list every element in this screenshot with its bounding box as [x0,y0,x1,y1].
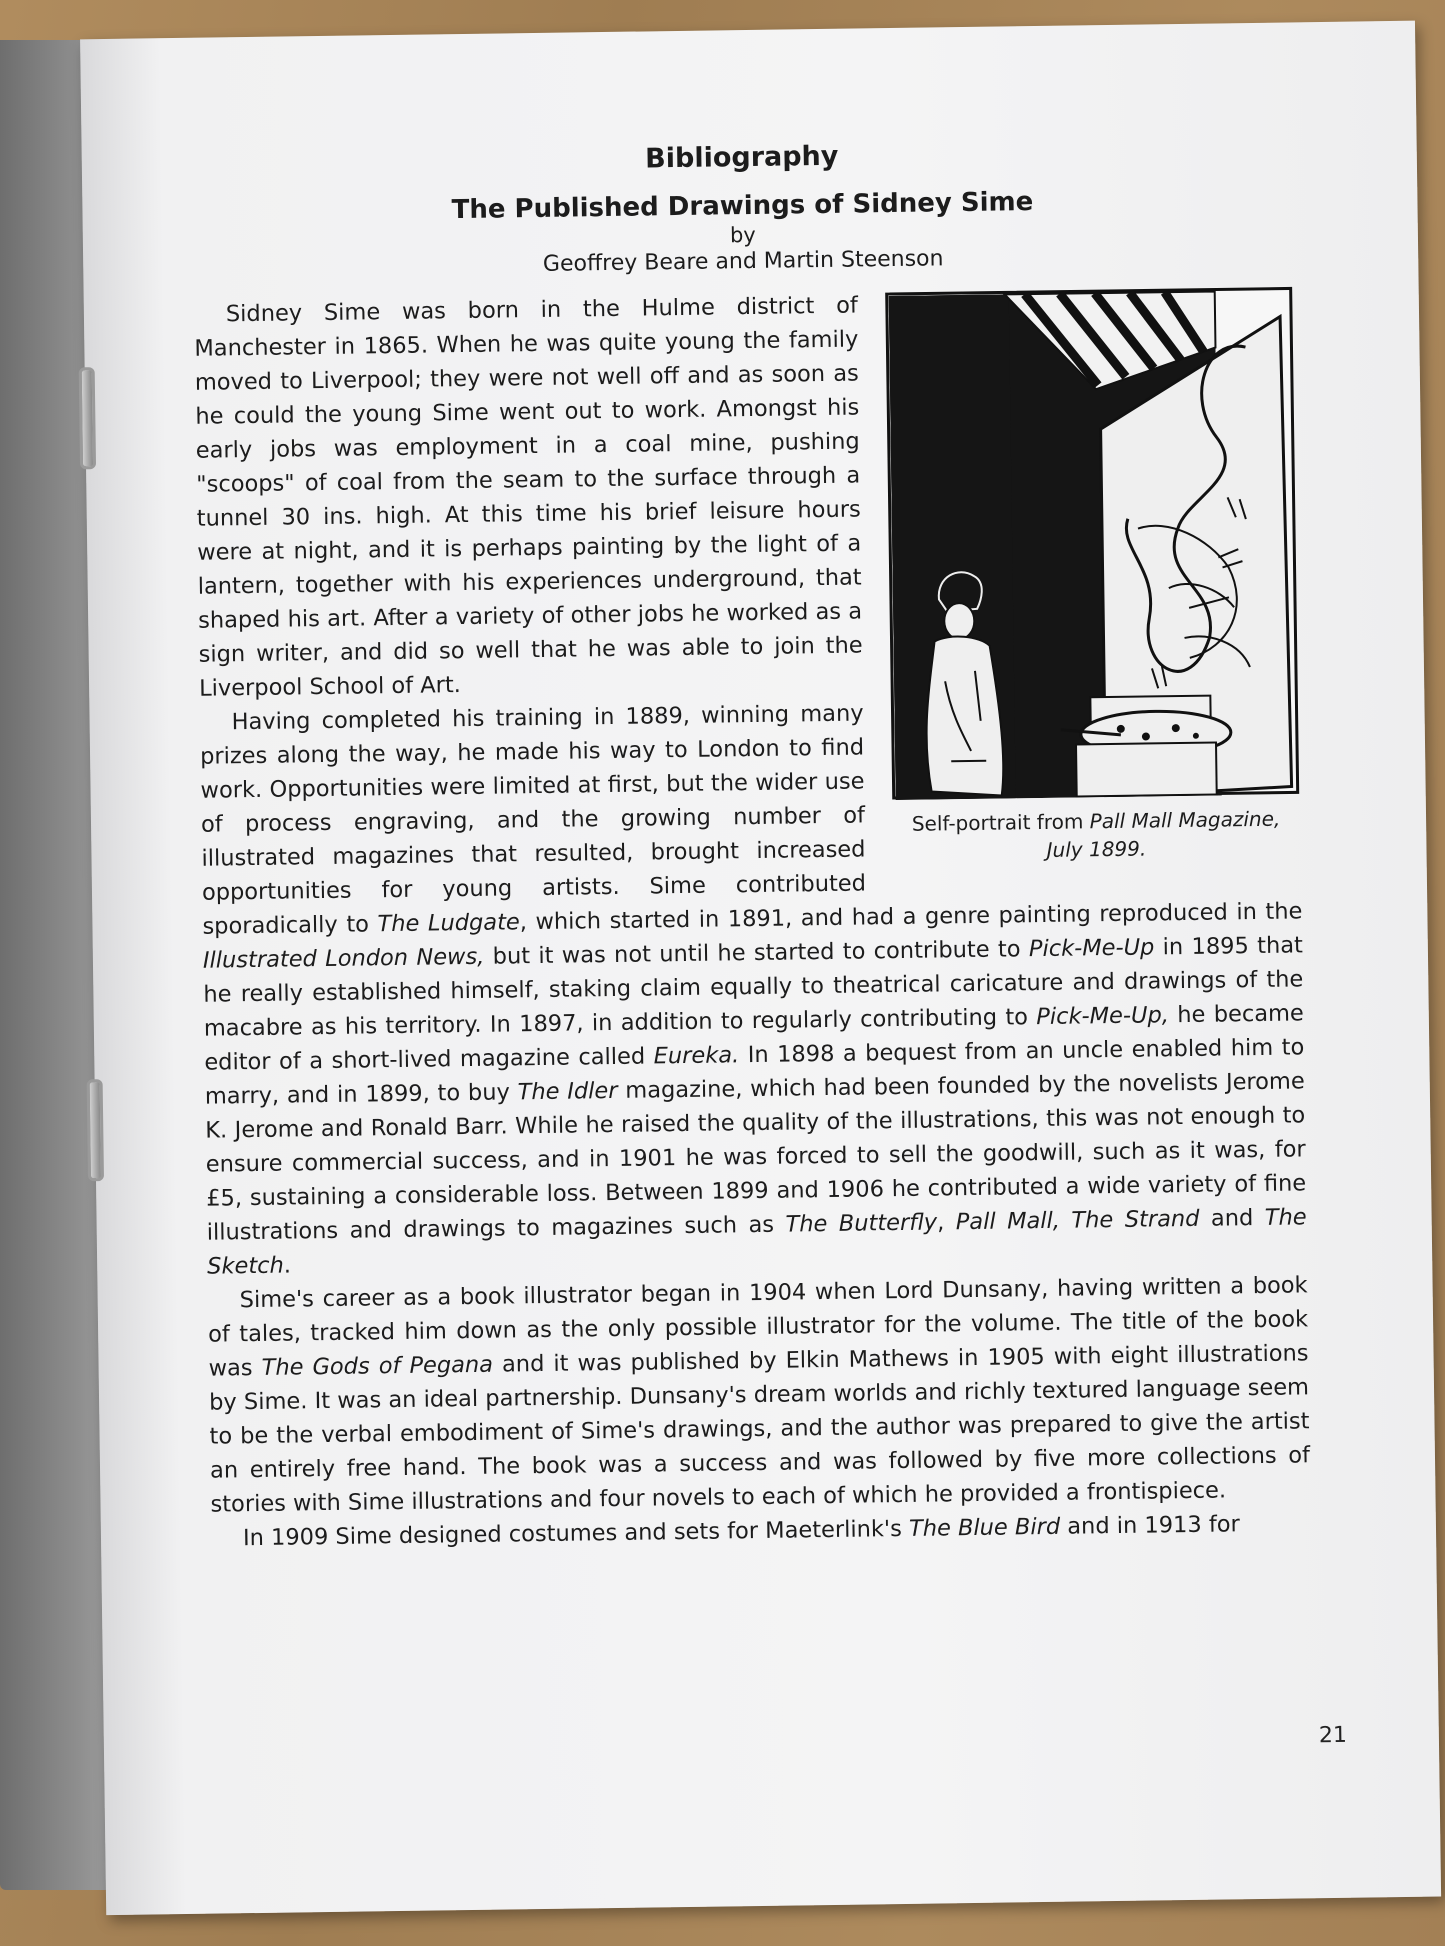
text-run: . [283,1252,292,1279]
article-body [194,282,1311,1555]
text-run: he became editor of a short-lived magazine called [204,1000,1304,1076]
italic-title: The Gods of Pegana [261,1351,494,1381]
italic-title: Pall Mall, The Strand [955,1205,1200,1236]
caption-source: Pall Mall Magazine, July 1899. [1046,806,1281,862]
text-run: Sidney Sime was born in the Hulme district of Manchester in 1865. When he was quite young the family moved to Liverpool; they were not well off and as soon as he could the young Sime went out to work. Amongst his early jobs was employment in a coal mine, pushing "scoops" of coal from the seam to the surface through a tunnel 30 ins. high. At this time his brief leisure hours were at night, and it is perhaps painting by the light of a lantern, together with his experiences underground, that shaped his art. After a variety of other jobs he worked as a sign writer, and did so well that he was able to join the Liverpool School of Art. [194,292,863,702]
italic-title: Pick-Me-Up, [1036,1002,1170,1031]
italic-title: The Sketch [207,1204,1307,1280]
text-run: but it was not until he started to contribute to [484,936,1030,970]
italic-title: Eureka. [653,1042,740,1070]
italic-title: The Blue Bird [908,1513,1061,1542]
italic-title: The Butterfly [785,1209,938,1238]
text-run: In 1909 Sime designed costumes and sets for Maeterlink's [242,1515,910,1552]
section-heading: Bibliography [644,140,839,175]
text-run: and it was published by Elkin Mathews in 1905 with eight illustrations by Sime. It was an ideal partnership. Dunsany's dream worlds and richly textured language seem to be the verbal embodiment of Sime's drawings, and the author was prepared to give the artist an entirely free hand. The book was a success and was followed by five more collections of stories with Sime illustrations and four novels to each of which he provided a frontispiece. [208,1340,1311,1518]
text-run: and in 1913 for [1059,1511,1240,1540]
byline-by: by [729,222,756,248]
text-run: magazine, which had been founded by the novelists Jerome K. Jerome and Ronald Barr. While he raised the quality of the illustrations, this was not enough to ensure commercial success, and in 1901 he was forced to sell the goodwill, such as it was, for £5, sustaining a considerable loss. Between 1899 and 1906 he contributed a wide variety of fine illustrations and drawings to magazines such as [205,1068,1307,1246]
page-number: 21 [1318,1722,1348,1749]
staple-bottom [87,1079,104,1181]
text-run: , [936,1209,956,1236]
text-run: In 1898 a bequest from an uncle enabled him to marry, and in 1899, to buy [204,1034,1305,1110]
article-title: The Published Drawings of Sidney Sime [451,187,1034,226]
heading-block [192,134,1294,281]
page-content [192,134,1312,1555]
italic-title: Illustrated London News, [202,943,485,974]
self-portrait-illustration [885,286,1300,800]
text-run: Having completed his training in 1889, winning many prizes along the way, he made his way to London to find work. Opportunities were limited at first, but the wider use of process engraving, and the growing number of illustrated magazines that resulted, brought increased opportunities for young artists. Sime contributed sporadically to [199,700,867,940]
figure [884,286,1302,866]
staple-top [79,367,96,469]
text-run: and [1199,1204,1265,1232]
italic-title: Pick-Me-Up [1028,934,1155,963]
booklet-page [80,21,1441,1915]
text-run: , which started in 1891, and had a genre painting reproduced in the [519,898,1303,936]
italic-title: The Idler [517,1077,618,1106]
figure-caption [891,804,1302,866]
caption-text: Self-portrait from [911,809,1090,836]
text-run: in 1895 that he really established himself, staking claim equally to theatrical caricature and drawings of the macabre as his territory. In 1897, in addition to regularly contributing to [203,932,1304,1042]
italic-title: The Ludgate [377,909,520,938]
byline-authors: Geoffrey Beare and Martin Steenson [542,246,944,277]
text-run: Sime's career as a book illustrator began in 1904 when Lord Dunsany, having written a book of tales, tracked him down as the only possible illustrator for the volume. The title of the book was [207,1272,1309,1382]
paragraph-3 [207,1268,1310,1521]
